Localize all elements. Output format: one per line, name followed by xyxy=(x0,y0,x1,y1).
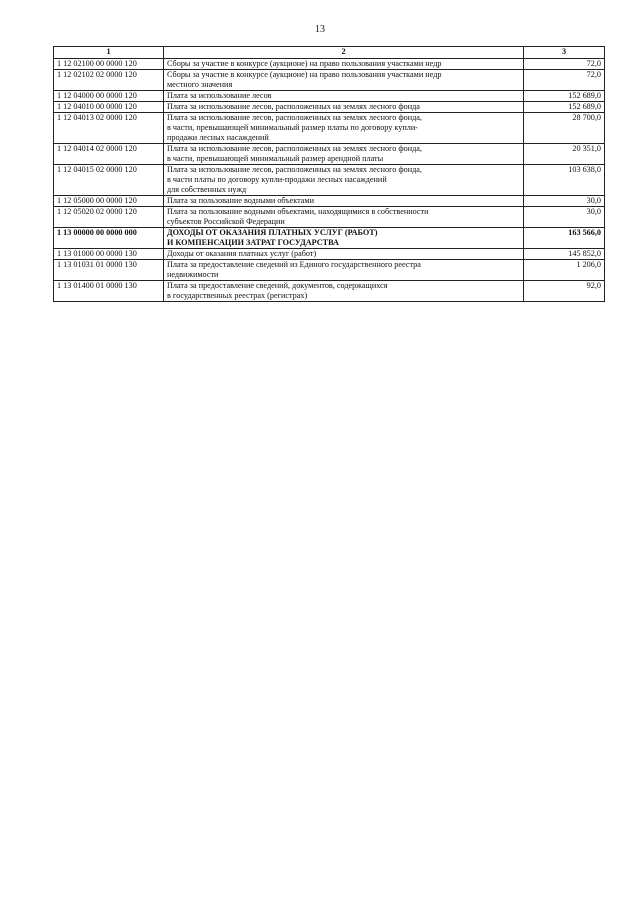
table-header-row xyxy=(54,47,605,59)
header-col-name: 2 xyxy=(164,47,524,59)
row-name: Плата за предоставление сведений, документов, содержащихся в государственных реестрах (регистрах) xyxy=(164,281,524,302)
row-value: 1 206,0 xyxy=(524,260,605,281)
table-row xyxy=(54,281,605,302)
table-row xyxy=(54,91,605,102)
table-body xyxy=(54,59,605,302)
row-code: 1 13 01031 01 0000 130 xyxy=(54,260,164,281)
table-row xyxy=(54,70,605,91)
table-row xyxy=(54,102,605,113)
row-code: 1 12 04000 00 0000 120 xyxy=(54,91,164,102)
row-value: 103 638,0 xyxy=(524,165,605,196)
row-value: 30,0 xyxy=(524,196,605,207)
row-code: 1 12 02100 00 0000 120 xyxy=(54,59,164,70)
row-code: 1 13 01400 01 0000 130 xyxy=(54,281,164,302)
row-name: Плата за использование лесов, расположенных на землях лесного фонда, в части платы по договору купли-продажи лесных насаждений для собственных нужд xyxy=(164,165,524,196)
table-row xyxy=(54,165,605,196)
row-name: Плата за использование лесов, расположенных на землях лесного фонда, в части, превышающей минимальный размер платы по договору купли- продажи лесных насаждений xyxy=(164,113,524,144)
row-name: ДОХОДЫ ОТ ОКАЗАНИЯ ПЛАТНЫХ УСЛУГ (РАБОТ) И КОМПЕНСАЦИИ ЗАТРАТ ГОСУДАРСТВА xyxy=(164,228,524,249)
row-value: 72,0 xyxy=(524,70,605,91)
row-name: Плата за использование лесов xyxy=(164,91,524,102)
row-name: Плата за пользование водными объектами xyxy=(164,196,524,207)
row-code: 1 12 05020 02 0000 120 xyxy=(54,207,164,228)
row-value: 152 689,0 xyxy=(524,91,605,102)
revenue-table xyxy=(53,46,605,302)
row-value: 20 351,0 xyxy=(524,144,605,165)
row-name: Плата за пользование водными объектами, находящимися в собственности субъектов Российской Федерации xyxy=(164,207,524,228)
table-row xyxy=(54,228,605,249)
row-code: 1 12 04015 02 0000 120 xyxy=(54,165,164,196)
row-code: 1 13 00000 00 0000 000 xyxy=(54,228,164,249)
header-col-value: 3 xyxy=(524,47,605,59)
row-name: Сборы за участие в конкурсе (аукционе) на право пользования участками недр местного значения xyxy=(164,70,524,91)
row-code: 1 13 01000 00 0000 130 xyxy=(54,249,164,260)
row-code: 1 12 04014 02 0000 120 xyxy=(54,144,164,165)
row-name: Плата за использование лесов, расположенных на землях лесного фонда xyxy=(164,102,524,113)
row-code: 1 12 04013 02 0000 120 xyxy=(54,113,164,144)
table-row xyxy=(54,249,605,260)
row-name: Доходы от оказания платных услуг (работ) xyxy=(164,249,524,260)
row-value: 28 700,0 xyxy=(524,113,605,144)
table-row xyxy=(54,196,605,207)
table-row xyxy=(54,144,605,165)
row-name: Сборы за участие в конкурсе (аукционе) на право пользования участками недр xyxy=(164,59,524,70)
table-row xyxy=(54,260,605,281)
row-name: Плата за использование лесов, расположенных на землях лесного фонда, в части, превышающей минимальный размер арендной платы xyxy=(164,144,524,165)
row-name: Плата за предоставление сведений из Единого государственного реестра недвижимости xyxy=(164,260,524,281)
table-row xyxy=(54,113,605,144)
row-code: 1 12 05000 00 0000 120 xyxy=(54,196,164,207)
row-code: 1 12 04010 00 0000 120 xyxy=(54,102,164,113)
row-value: 72,0 xyxy=(524,59,605,70)
row-value: 145 852,0 xyxy=(524,249,605,260)
header-col-code: 1 xyxy=(54,47,164,59)
row-value: 30,0 xyxy=(524,207,605,228)
page-number: 13 xyxy=(315,24,325,35)
row-value: 163 566,0 xyxy=(524,228,605,249)
table-row xyxy=(54,207,605,228)
row-value: 152 689,0 xyxy=(524,102,605,113)
row-value: 92,0 xyxy=(524,281,605,302)
row-code: 1 12 02102 02 0000 120 xyxy=(54,70,164,91)
table-row xyxy=(54,59,605,70)
